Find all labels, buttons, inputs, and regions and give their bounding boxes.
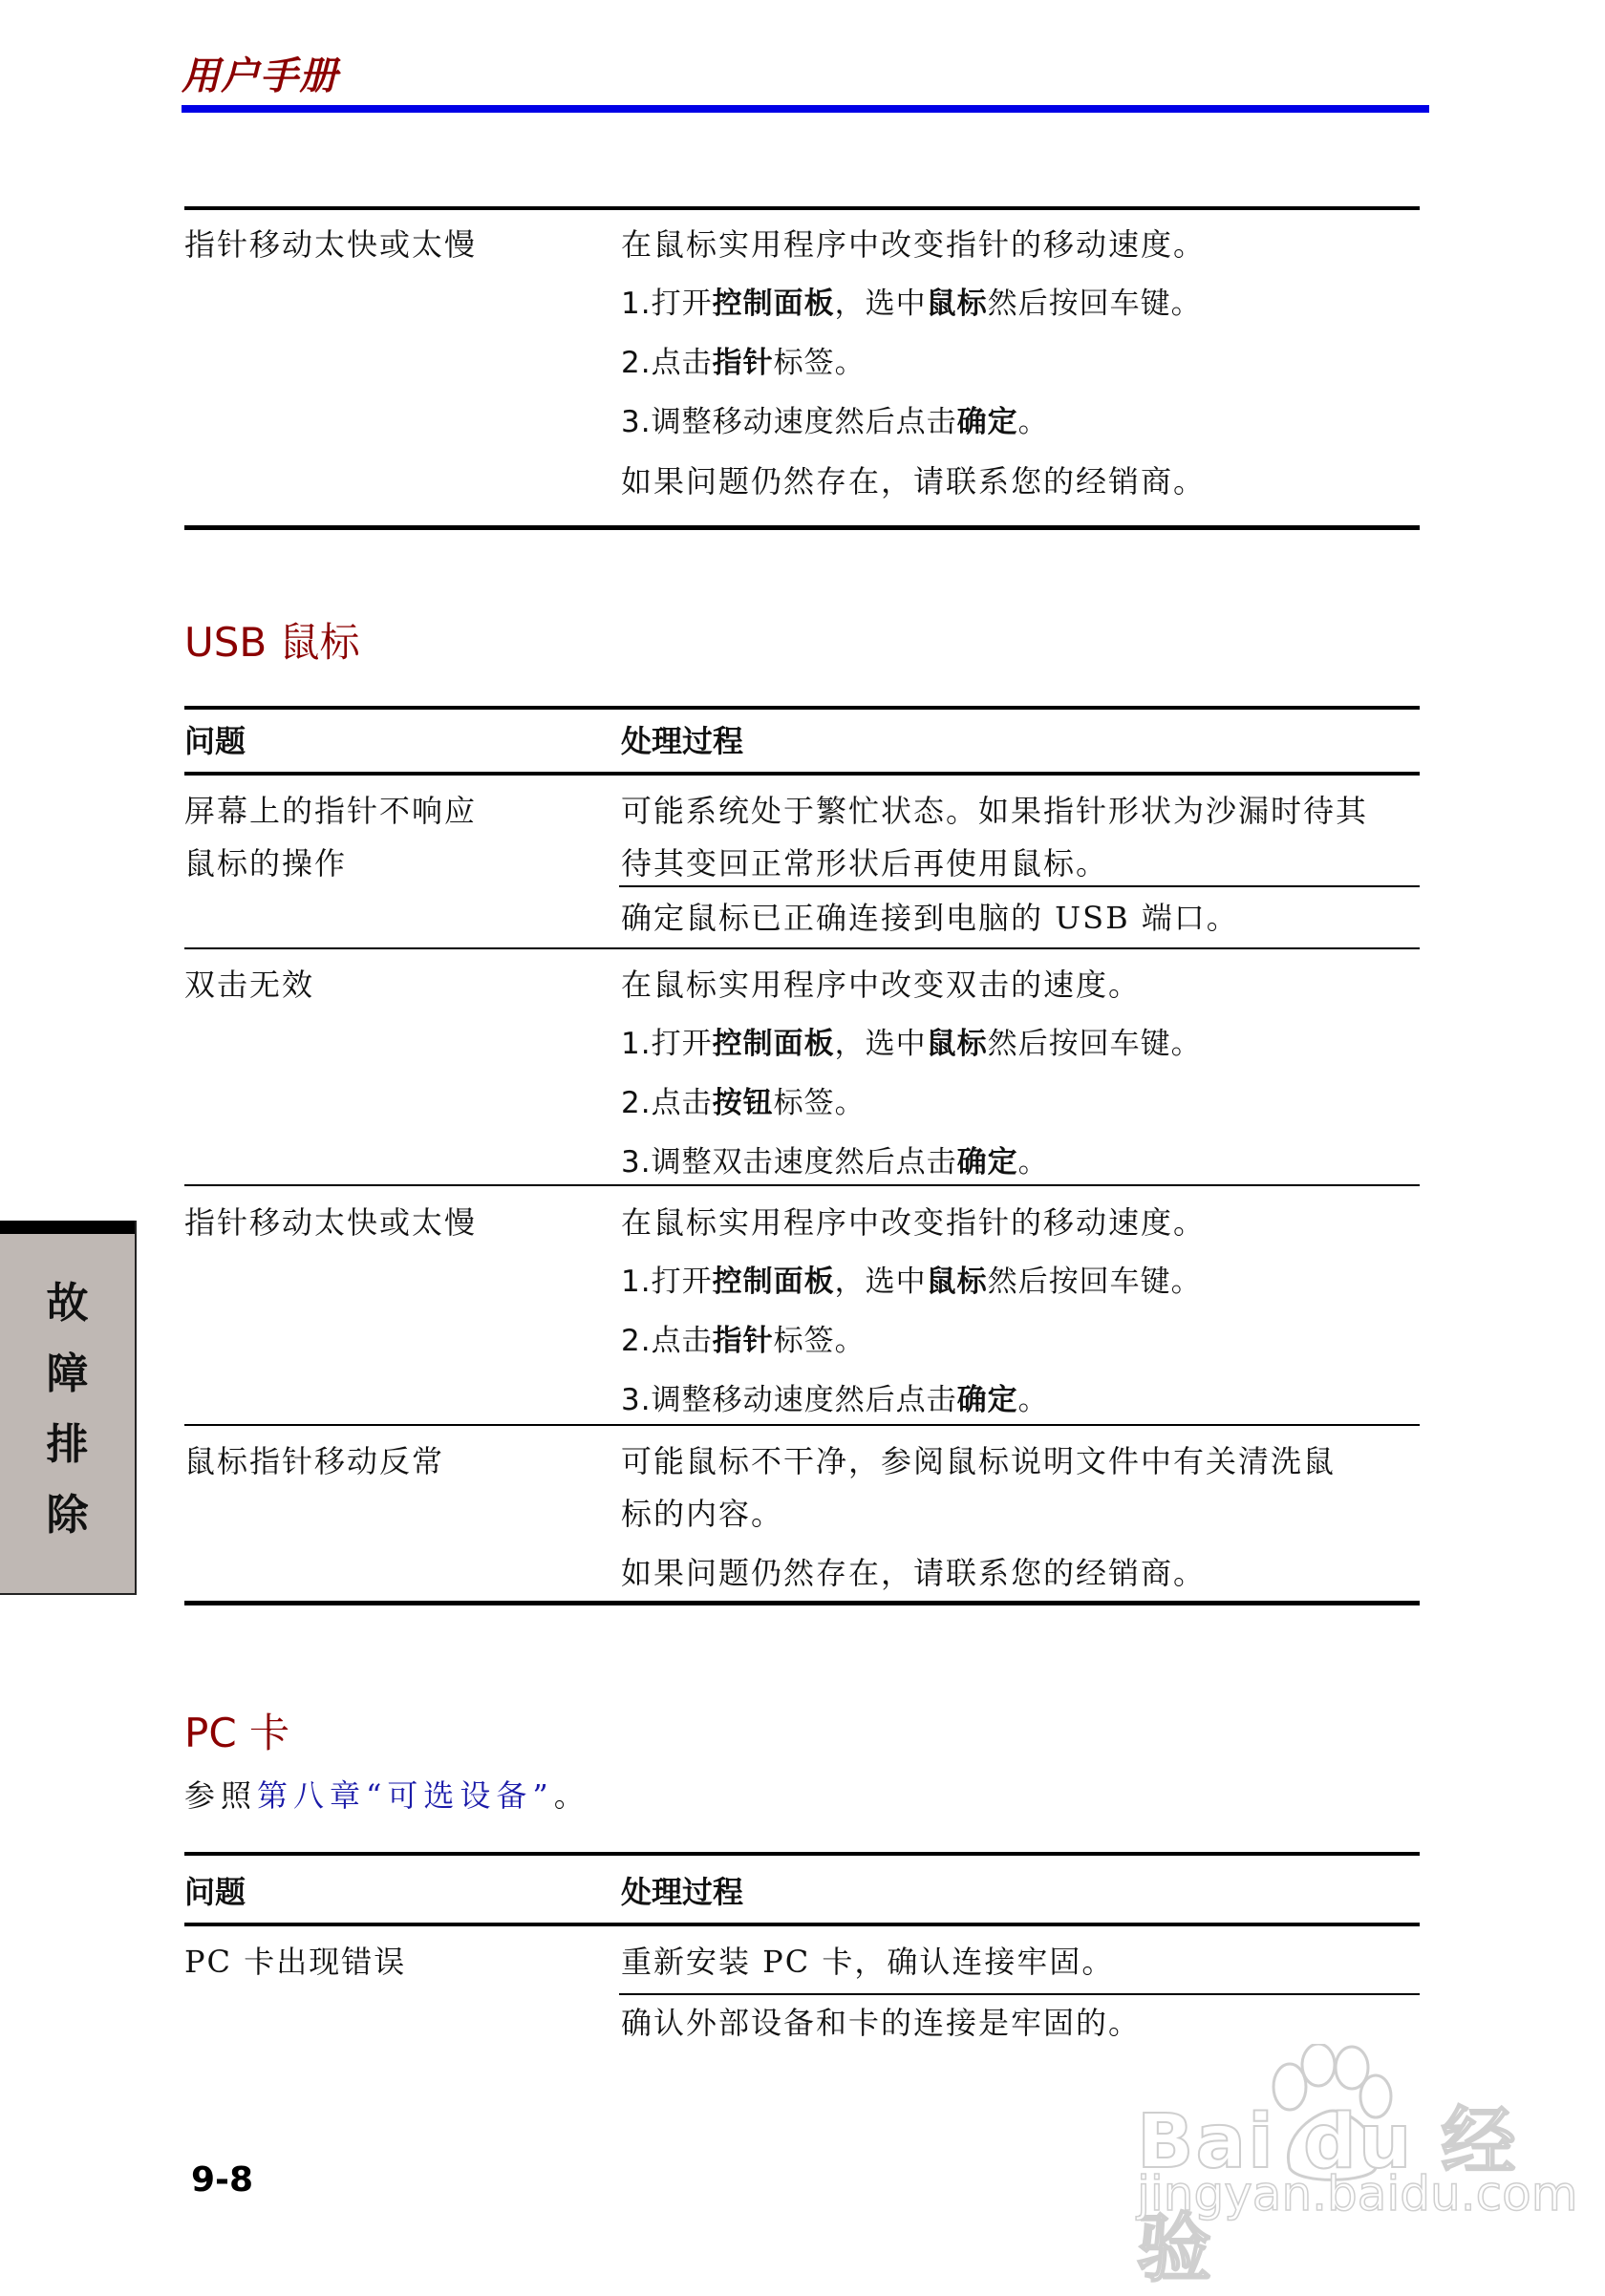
watermark-brand: Bai du 经验 [1137,2099,1518,2292]
procedure-text [621,225,1206,264]
watermark-url: jingyan.baidu.com [1137,2166,1578,2222]
step-text: 标签。 [773,346,866,380]
baidu-watermark [1137,2044,1578,2292]
ui-term: 控制面板 [712,287,835,321]
reference-prefix: 参照 [184,1777,258,1814]
step-text: 3.调整双击速度然后点击 [621,1145,957,1180]
step-text: 。 [1017,405,1049,439]
header-bottom-rule [184,1923,1420,1926]
ui-term: 控制面板 [712,1027,835,1061]
procedure-text: 确定鼠标已正确连接到电脑的 USB 端口。 [621,900,1239,936]
ui-term: 鼠标 [926,287,988,321]
procedure-text [621,1203,1206,1242]
step-text: 在鼠标实用程序中改变双击的速度。 [621,967,1142,1003]
manual-title: 用户手册 [182,54,338,98]
row-rule [184,947,1420,949]
procedure-text [621,462,1206,500]
procedure-text [621,966,1141,1004]
side-tab-char: 障 [46,1350,89,1398]
side-tab-char: 除 [46,1491,89,1540]
step-text: 标签。 [773,1324,866,1358]
section-heading-pc-card: PC 卡 [184,1710,290,1756]
step-text: 然后按回车键。 [987,287,1202,321]
ui-term: 确定 [956,405,1018,439]
problem-cell: 鼠标的操作 [184,845,348,882]
column-header-procedure: 处理过程 [621,1874,744,1910]
procedure-text: 重新安装 PC 卡，确认连接牢固。 [621,1944,1115,1980]
step-text: 在鼠标实用程序中改变指针的移动速度。 [621,226,1207,263]
step-text: 在鼠标实用程序中改变指针的移动速度。 [621,1204,1207,1241]
step-text: 3.调整移动速度然后点击 [621,1383,957,1417]
chapter-link[interactable]: 第八章“可选设备” [257,1777,554,1814]
procedure-text: 如果问题仍然存在，请联系您的经销商。 [621,1555,1207,1591]
step-text: ，选中 [834,287,927,321]
ui-term: 指针 [712,1324,774,1358]
procedure-step [621,1025,1202,1063]
section-heading-usb-mouse: USB 鼠标 [184,619,360,666]
ui-term: 确定 [956,1383,1018,1417]
ui-term: 鼠标 [926,1265,988,1299]
row-rule [184,1184,1420,1186]
procedure-text: 可能系统处于繁忙状态。如果指针形状为沙漏时待其 [621,793,1369,829]
problem-cell: 指针移动太快或太慢 [184,1204,478,1241]
step-text: 2.点击 [621,1086,713,1120]
step-text: 1.打开 [621,1265,713,1299]
column-header-problem: 问题 [184,1874,246,1910]
procedure-step [621,1143,1049,1181]
ui-term: 指针 [712,346,774,380]
table-top-rule [184,1852,1420,1856]
procedure-text: 待其变回正常形状后再使用鼠标。 [621,845,1109,882]
table-top-rule [184,706,1420,710]
step-text: 3.调整移动速度然后点击 [621,405,957,439]
step-text: 然后按回车键。 [987,1265,1202,1299]
side-tab-band [0,1221,135,1234]
procedure-step [621,1322,866,1360]
table-bottom-rule [184,1601,1420,1605]
ui-term: 确定 [956,1145,1018,1180]
column-header-procedure: 处理过程 [621,723,744,759]
step-text: 标签。 [773,1086,866,1120]
procedure-step [621,344,866,382]
header-bottom-rule [184,772,1420,776]
step-text: 1.打开 [621,287,713,321]
table-bottom-rule [184,525,1420,530]
sub-row-rule [619,1993,1420,1995]
ui-term: 鼠标 [926,1027,988,1061]
table-top-rule [184,206,1420,210]
procedure-step [621,1263,1202,1301]
step-text: 然后按回车键。 [987,1027,1202,1061]
step-text: 。 [1017,1145,1049,1180]
problem-cell: 指针移动太快或太慢 [184,226,478,263]
procedure-text: 可能鼠标不干净，参阅鼠标说明文件中有关清洗鼠 [621,1443,1337,1479]
procedure-step [621,403,1049,441]
step-text: ，选中 [834,1027,927,1061]
ui-term: 按钮 [712,1086,774,1120]
reference-line [184,1776,590,1815]
step-text: 2.点击 [621,346,713,380]
problem-cell: 双击无效 [184,967,315,1003]
step-text: 2.点击 [621,1324,713,1358]
problem-cell: 屏幕上的指针不响应 [184,793,478,829]
column-header-problem: 问题 [184,723,246,759]
problem-cell: PC 卡出现错误 [184,1944,407,1980]
side-tab-char: 故 [46,1279,89,1328]
step-text: 1.打开 [621,1027,713,1061]
problem-cell: 鼠标指针移动反常 [184,1443,445,1479]
procedure-text: 确认外部设备和卡的连接是牢固的。 [621,2005,1142,2041]
procedure-step [621,1381,1049,1419]
step-text: 如果问题仍然存在，请联系您的经销商。 [621,463,1207,500]
chapter-side-tab [0,1221,137,1595]
row-rule [184,1424,1420,1426]
header-rule [182,105,1429,113]
step-text: ，选中 [834,1265,927,1299]
procedure-step [621,1084,866,1122]
sub-row-rule [619,885,1420,887]
page-number: 9-8 [191,2160,254,2200]
side-tab-char: 排 [46,1420,89,1469]
procedure-text: 标的内容。 [621,1496,784,1532]
step-text: 。 [1017,1383,1049,1417]
reference-suffix: 。 [553,1777,590,1814]
ui-term: 控制面板 [712,1265,835,1299]
procedure-step [621,285,1202,323]
